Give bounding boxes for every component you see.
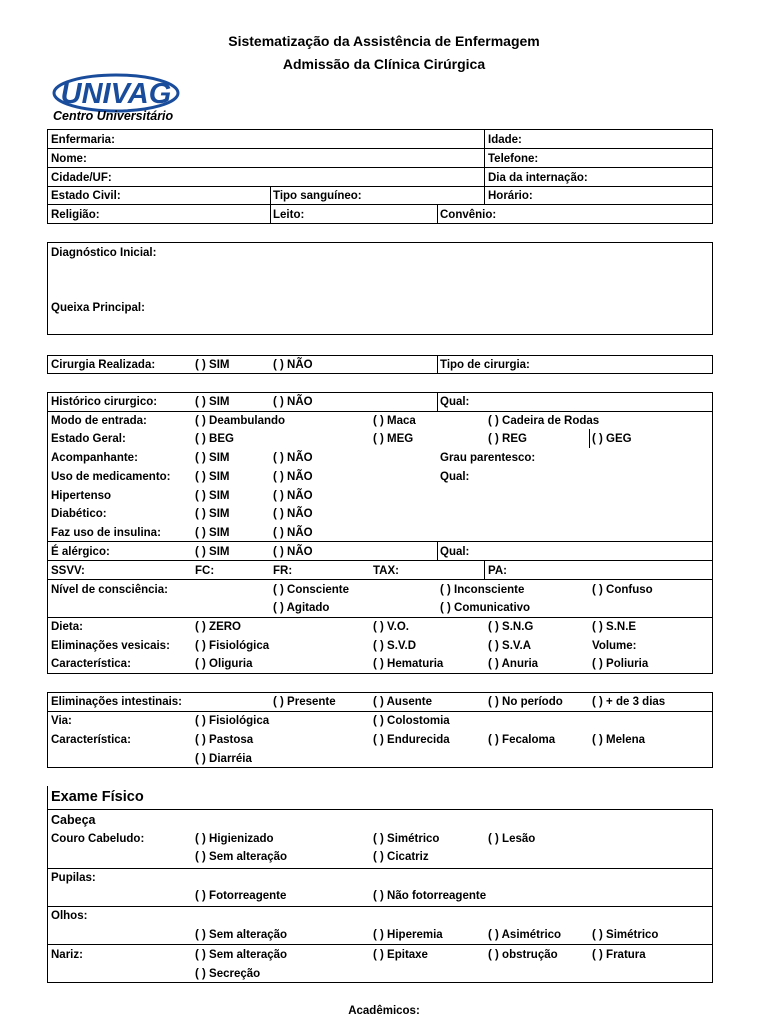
modo-entrada-label: Modo de entrada: [51, 415, 147, 427]
poliuria-option[interactable]: ( ) Poliuria [592, 658, 649, 670]
cirurgia-nao-option[interactable]: ( ) NÃO [273, 359, 313, 371]
cirurgia-sim-option[interactable]: ( ) SIM [195, 359, 230, 371]
vo-option[interactable]: ( ) V.O. [373, 621, 409, 633]
field-enfermaria[interactable]: Enfermaria: [51, 134, 115, 146]
alergico-qual-field[interactable]: Qual: [440, 546, 470, 558]
pupilas-label: Pupilas: [51, 872, 96, 884]
higienizado-option[interactable]: ( ) Higienizado [195, 833, 274, 845]
sng-option[interactable]: ( ) S.N.G [488, 621, 534, 633]
field-estado-civil[interactable]: Estado Civil: [51, 190, 121, 202]
nariz-sem-alteracao-option[interactable]: ( ) Sem alteração [195, 949, 288, 961]
caracteristica-label: Característica: [51, 658, 131, 670]
eliminacoes-vesicais-label: Eliminações vesicais: [51, 640, 170, 652]
diabetico-label: Diabético: [51, 508, 107, 520]
geg-option[interactable]: ( ) GEG [592, 433, 632, 445]
colostomia-option[interactable]: ( ) Colostomia [373, 715, 450, 727]
eliminacoes-intestinais-label: Eliminações intestinais: [51, 696, 183, 708]
nao-fotorreagente-option[interactable]: ( ) Não fotorreagente [373, 890, 487, 902]
presente-option[interactable]: ( ) Presente [273, 696, 336, 708]
ausente-option[interactable]: ( ) Ausente [373, 696, 432, 708]
historico-qual-field[interactable]: Qual: [440, 396, 470, 408]
confuso-option[interactable]: ( ) Confuso [592, 584, 653, 596]
olhos-label: Olhos: [51, 910, 88, 922]
hipertenso-label: Hipertenso [51, 490, 112, 502]
sva-option[interactable]: ( ) S.V.A [488, 640, 532, 652]
reg-option[interactable]: ( ) REG [488, 433, 527, 445]
univag-logo [52, 72, 182, 126]
agitado-option[interactable]: ( ) Agitado [273, 602, 330, 614]
field-horario[interactable]: Horário: [488, 190, 533, 202]
dieta-label: Dieta: [51, 621, 83, 633]
historico-label: Histórico cirurgico: [51, 396, 158, 408]
hipertenso-nao-option[interactable]: ( ) NÃO [273, 490, 313, 502]
field-leito[interactable]: Leito: [273, 209, 305, 221]
nariz-label: Nariz: [51, 949, 83, 961]
simetrico-option[interactable]: ( ) Simétrico [373, 833, 440, 845]
inconsciente-option[interactable]: ( ) Inconsciente [440, 584, 525, 596]
olhos-sem-alteracao-option[interactable]: ( ) Sem alteração [195, 929, 288, 941]
cabeca-heading: Cabeça [51, 813, 96, 827]
couro-cabeludo-label: Couro Cabeludo: [51, 833, 145, 845]
fc-field[interactable]: FC: [195, 565, 215, 577]
field-tipo-sanguineo[interactable]: Tipo sanguíneo: [273, 190, 362, 202]
grau-parentesco-field[interactable]: Grau parentesco: [440, 452, 536, 464]
comunicativo-option[interactable]: ( ) Comunicativo [440, 602, 531, 614]
field-religiao[interactable]: Religião: [51, 209, 100, 221]
nivel-consciencia-label: Nível de consciência: [51, 584, 168, 596]
meg-option[interactable]: ( ) MEG [373, 433, 414, 445]
acompanhante-nao-option[interactable]: ( ) NÃO [273, 452, 313, 464]
svg-text:UNIVAG: UNIVAG [60, 78, 172, 110]
oliguria-option[interactable]: ( ) Oliguria [195, 658, 253, 670]
deambulando-option[interactable]: ( ) Deambulando [195, 415, 286, 427]
fr-field[interactable]: FR: [273, 565, 293, 577]
volume-field[interactable]: Volume: [592, 640, 637, 652]
fratura-option[interactable]: ( ) Fratura [592, 949, 646, 961]
medicamento-label: Uso de medicamento: [51, 471, 171, 483]
cirurgia-label: Cirurgia Realizada: [51, 359, 156, 371]
field-cidade[interactable]: Cidade/UF: [51, 172, 112, 184]
field-tipo-cirurgia[interactable]: Tipo de cirurgia: [440, 359, 530, 371]
medicamento-sim-option[interactable]: ( ) SIM [195, 471, 230, 483]
field-diagnostico-inicial[interactable]: Diagnóstico Inicial: [51, 247, 157, 259]
pa-field[interactable]: PA: [488, 565, 507, 577]
insulina-label: Faz uso de insulina: [51, 527, 161, 539]
insulina-sim-option[interactable]: ( ) SIM [195, 527, 230, 539]
cicatriz-option[interactable]: ( ) Cicatriz [373, 851, 429, 863]
hematuria-option[interactable]: ( ) Hematuria [373, 658, 444, 670]
pastosa-option[interactable]: ( ) Pastosa [195, 734, 254, 746]
melena-option[interactable]: ( ) Melena [592, 734, 646, 746]
academicos-label: Acadêmicos: [348, 1005, 420, 1017]
mais-3-dias-option[interactable]: ( ) + de 3 dias [592, 696, 666, 708]
medicamento-nao-option[interactable]: ( ) NÃO [273, 471, 313, 483]
couro-sem-alteracao-option[interactable]: ( ) Sem alteração [195, 851, 288, 863]
form-subtitle: Admissão da Clínica Cirúrgica [282, 56, 486, 72]
consciente-option[interactable]: ( ) Consciente [273, 584, 350, 596]
cadeira-rodas-option[interactable]: ( ) Cadeira de Rodas [488, 415, 600, 427]
medicamento-qual-field[interactable]: Qual: [440, 471, 470, 483]
no-periodo-option[interactable]: ( ) No período [488, 696, 563, 708]
fisiologica-option[interactable]: ( ) Fisiológica [195, 640, 270, 652]
diabetico-nao-option[interactable]: ( ) NÃO [273, 508, 313, 520]
patient-info-table [47, 129, 713, 224]
hipertenso-sim-option[interactable]: ( ) SIM [195, 490, 230, 502]
alergico-sim-option[interactable]: ( ) SIM [195, 546, 230, 558]
field-convenio[interactable]: Convênio: [440, 209, 497, 221]
anuria-option[interactable]: ( ) Anuria [488, 658, 539, 670]
lesao-option[interactable]: ( ) Lesão [488, 833, 536, 845]
alergico-nao-option[interactable]: ( ) NÃO [273, 546, 313, 558]
olhos-simetrico-option[interactable]: ( ) Simétrico [592, 929, 659, 941]
epitaxe-option[interactable]: ( ) Epitaxe [373, 949, 428, 961]
historico-nao-option[interactable]: ( ) NÃO [273, 396, 313, 408]
acompanhante-sim-option[interactable]: ( ) SIM [195, 452, 230, 464]
asimetrico-option[interactable]: ( ) Asimétrico [488, 929, 562, 941]
field-telefone[interactable]: Telefone: [488, 153, 539, 165]
endurecida-option[interactable]: ( ) Endurecida [373, 734, 450, 746]
intest-caracteristica-label: Característica: [51, 734, 131, 746]
diabetico-sim-option[interactable]: ( ) SIM [195, 508, 230, 520]
svd-option[interactable]: ( ) S.V.D [373, 640, 417, 652]
diarreia-option[interactable]: ( ) Diarréia [195, 753, 252, 765]
fotorreagente-option[interactable]: ( ) Fotorreagente [195, 890, 287, 902]
estado-geral-label: Estado Geral: [51, 433, 126, 445]
sne-option[interactable]: ( ) S.N.E [592, 621, 637, 633]
field-nome[interactable]: Nome: [51, 153, 87, 165]
alergico-label: É alérgico: [51, 546, 110, 558]
tax-field[interactable]: TAX: [373, 565, 399, 577]
logo-subtitle: Centro Universitário [53, 109, 174, 123]
field-dia-internacao[interactable]: Dia da internação: [488, 172, 588, 184]
beg-option[interactable]: ( ) BEG [195, 433, 234, 445]
via-label: Via: [51, 715, 72, 727]
ssvv-label: SSVV: [51, 565, 85, 577]
exame-fisico-heading: Exame Físico [51, 789, 144, 805]
form-title: Sistematização da Assistência de Enfermagem [228, 33, 540, 49]
hiperemia-option[interactable]: ( ) Hiperemia [373, 929, 443, 941]
insulina-nao-option[interactable]: ( ) NÃO [273, 527, 313, 539]
zero-option[interactable]: ( ) ZERO [195, 621, 241, 633]
historico-sim-option[interactable]: ( ) SIM [195, 396, 230, 408]
obstrucao-option[interactable]: ( ) obstrução [488, 949, 558, 961]
maca-option[interactable]: ( ) Maca [373, 415, 416, 427]
secrecao-option[interactable]: ( ) Secreção [195, 968, 261, 980]
acompanhante-label: Acompanhante: [51, 452, 138, 464]
field-idade[interactable]: Idade: [488, 134, 522, 146]
field-queixa-principal[interactable]: Queixa Principal: [51, 302, 145, 314]
fecaloma-option[interactable]: ( ) Fecaloma [488, 734, 556, 746]
via-fisiologica-option[interactable]: ( ) Fisiológica [195, 715, 270, 727]
